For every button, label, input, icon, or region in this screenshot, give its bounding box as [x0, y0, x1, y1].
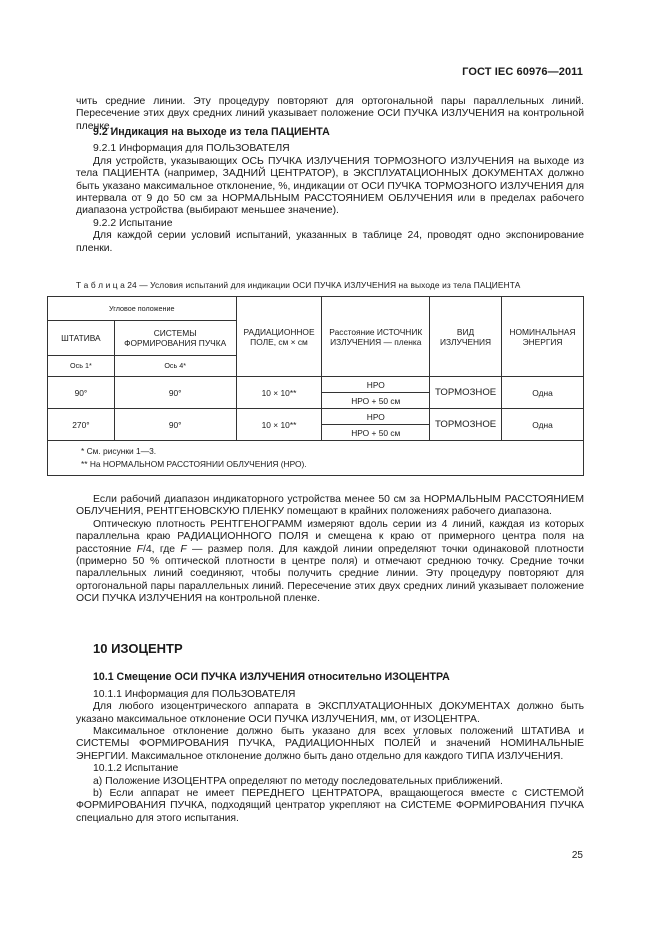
- table-caption: Т а б л и ц а 24 — Условия испытаний для индикации ОСИ ПУЧКА ИЗЛУЧЕНИЯ на выходе из тела ПАЦИЕНТА: [76, 280, 521, 290]
- header-cell: Расстояние ИСТОЧНИК ИЗЛУЧЕНИЯ — пленка: [322, 297, 430, 377]
- table-cell: НРО + 50 см: [322, 425, 430, 441]
- table-note: ** На НОРМАЛЬНОМ РАССТОЯНИИ ОБЛУЧЕНИЯ (НРО).: [81, 459, 307, 469]
- table-cell: 90°: [48, 377, 115, 409]
- section-title: 9.2 Индикация на выходе из тела ПАЦИЕНТА: [93, 126, 330, 138]
- header-cell: РАДИАЦИОННОЕ ПОЛЕ, см × см: [236, 297, 322, 377]
- subsection-title: 10.1.2 Испытание: [93, 763, 179, 775]
- paragraph: Максимальное отклонение должно быть указано для всех угловых положений ШТАТИВА и СИСТЕМЫ ФОРМИРОВАНИЯ ПУЧКА, РАДИАЦИОННЫХ ПОЛЕЙ и значений НОМИНАЛЬНЫЕ ЭНЕРГИИ. Максимальное отклонение должно быть дано отдельно для каждого ТИПА ИЗЛУЧЕНИЯ.: [76, 726, 584, 762]
- table-24: [47, 296, 584, 476]
- standard-header: ГОСТ IEC 60976—2011: [462, 66, 583, 78]
- header-cell: НОМИНАЛЬНАЯ ЭНЕРГИЯ: [502, 297, 584, 377]
- section-10: [76, 643, 584, 825]
- table-cell: 90°: [114, 377, 236, 409]
- paragraph: [76, 519, 584, 606]
- table-cell: 10 × 10**: [236, 377, 322, 409]
- table-row: [48, 377, 584, 393]
- header-cell: Угловое положение: [48, 297, 237, 321]
- table-cell: ТОРМОЗНОЕ: [430, 377, 502, 409]
- table-cell: НРО: [322, 377, 430, 393]
- table-cell: Одна: [502, 377, 584, 409]
- header-cell: СИСТЕМЫ ФОРМИРОВАНИЯ ПУЧКА: [114, 321, 236, 356]
- table-note: * См. рисунки 1—3.: [81, 446, 157, 456]
- section-title: 10.1 Смещение ОСИ ПУЧКА ИЗЛУЧЕНИЯ относительно ИЗОЦЕНТРА: [93, 671, 450, 684]
- list-item: а) Положение ИЗОЦЕНТРА определяют по методу последовательных приближений.: [93, 775, 503, 787]
- text-run: — размер поля. Для каждой линии определяют точки одинаковой плотности (примерно 50 % оптической плотности в центре поля) и отмечают среднюю точку. Средние точки параллельных линий соединяют, чтобы получить средние линии. Эту процедуру повторяют для ортогональной пары параллельных линий. Пересечение этих двух средних линий указывает положение ОСИ ПУЧКА ИЗЛУЧЕНИЯ на контрольной пленке.: [76, 543, 584, 605]
- list-item: b) Если аппарат не имеет ПЕРЕДНЕГО ЦЕНТРАТОРА, вращающегося вместе с СИСТЕМОЙ ФОРМИРОВАНИЯ ПУЧКА, подходящий центратор укрепляют на СИСТЕМЕ ФОРМИРОВАНИЯ ПУЧКА специально для этого испытания.: [76, 788, 584, 824]
- intro-paragraph: чить средние линии. Эту процедуру повторяют для ортогональной пары параллельных линий. Пересечение этих двух средних линий указывает положение ОСИ ПУЧКА ИЗЛУЧЕНИЯ на контрольной пленке.: [76, 96, 584, 132]
- table-notes: [48, 441, 584, 476]
- table-cell: 270°: [48, 409, 115, 441]
- subsection-title: 10.1.1 Информация для ПОЛЬЗОВАТЕЛЯ: [93, 688, 296, 700]
- table-notes-row: [48, 441, 584, 476]
- table-cell: НРО: [322, 409, 430, 425]
- post-table-text: [76, 494, 584, 606]
- chapter-title: 10 ИЗОЦЕНТР: [93, 641, 183, 656]
- text-run: /4, где: [143, 543, 181, 555]
- paragraph: Для любого изоцентрического аппарата в ЭКСПЛУАТАЦИОННЫХ ДОКУМЕНТАХ должно быть указано максимальное отклонение ОСИ ПУЧКА ИЗЛУЧЕНИЯ, мм, от ИЗОЦЕНТРА.: [76, 701, 584, 725]
- table-row: [48, 409, 584, 425]
- header-cell: Ось 1*: [48, 356, 115, 377]
- table-header-row: [48, 297, 584, 321]
- header-cell: Ось 4*: [114, 356, 236, 377]
- subsection-title: 9.2.2 Испытание: [93, 217, 173, 229]
- header-cell: ВИД ИЗЛУЧЕНИЯ: [430, 297, 502, 377]
- variable-f: F: [180, 543, 187, 555]
- table-cell: ТОРМОЗНОЕ: [430, 409, 502, 441]
- text-run: Оптическую плотность РЕНТГЕНОГРАММ измеряют вдоль серии из 4 линий, каждая из которых параллельна краю РАДИАЦИОННОГО ПОЛЯ и смещена к краю от примерного центра поля на расстояние: [76, 518, 584, 555]
- paragraph: Для устройств, указывающих ОСЬ ПУЧКА ИЗЛУЧЕНИЯ ТОРМОЗНОГО ИЗЛУЧЕНИЯ на выходе из тела ПАЦИЕНТА (например, ЗАДНИЙ ЦЕНТРАТОР), в ЭКСПЛУАТАЦИОННЫХ ДОКУМЕНТАХ должно быть указано максимальное отклонение, %, индикации от ОСИ ПУЧКА ТОРМОЗНОГО ИЗЛУЧЕНИЯ для интервала от 9 до 50 см за НОРМАЛЬНЫМ РАССТОЯНИЕМ ОБЛУЧЕНИЯ или в пределах рабочего диапазона устройства (выбирают меньшее значение).: [76, 155, 584, 217]
- paragraph: Для каждой серии условий испытаний, указанных в таблице 24, проводят одно экспонирование пленки.: [76, 230, 584, 254]
- section-9-2: [76, 126, 584, 255]
- header-cell: ШТАТИВА: [48, 321, 115, 356]
- table-cell: 90°: [114, 409, 236, 441]
- table-cell: Одна: [502, 409, 584, 441]
- table-cell: НРО + 50 см: [322, 393, 430, 409]
- page-number: 25: [571, 850, 583, 861]
- table-cell: 10 × 10**: [236, 409, 322, 441]
- paragraph: Если рабочий диапазон индикаторного устройства менее 50 см за НОРМАЛЬНЫМ РАССТОЯНИЕМ ОБЛУЧЕНИЯ, РЕНТГЕНОВСКУЮ ПЛЕНКУ помещают в крайних положениях рабочего диапазона.: [76, 494, 584, 518]
- variable-f: F: [136, 543, 143, 555]
- subsection-title: 9.2.1 Информация для ПОЛЬЗОВАТЕЛЯ: [93, 143, 290, 155]
